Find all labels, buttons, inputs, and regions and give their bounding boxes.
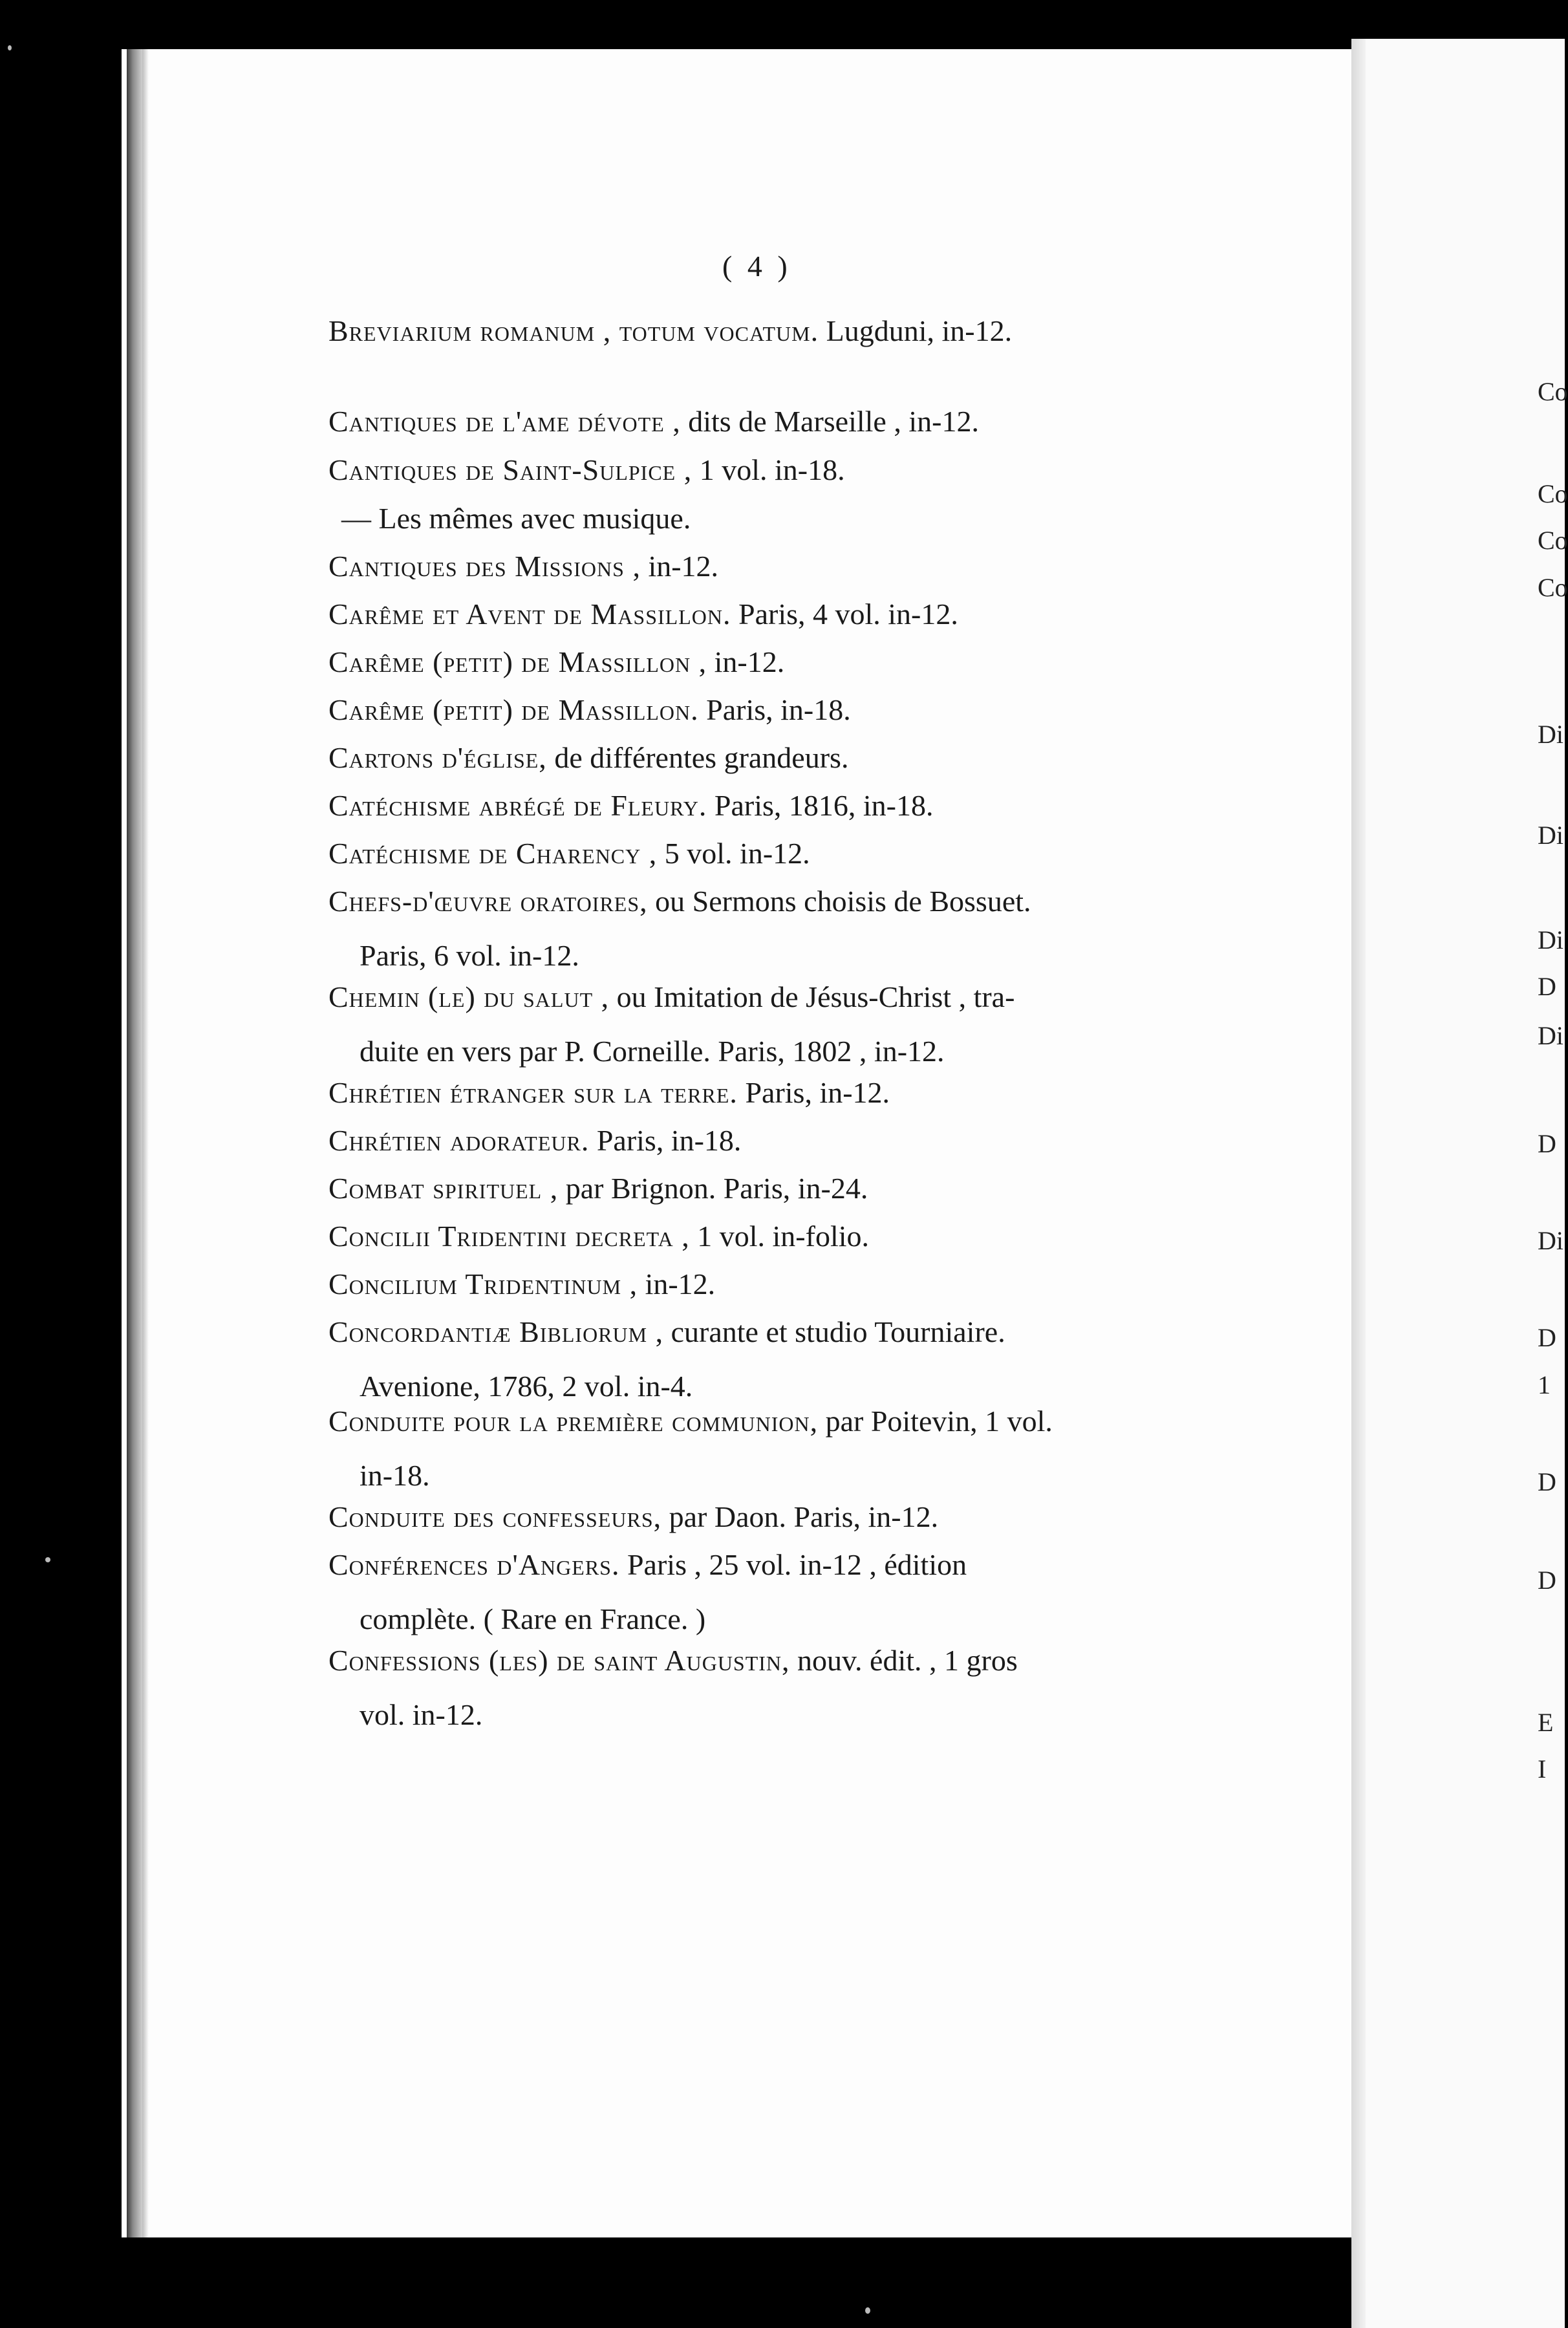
catalog-entry <box>328 635 1195 689</box>
entry-details: 5 vol. in-12. <box>657 837 810 870</box>
entry-continuation: Paris, 6 vol. in-12. <box>360 939 579 972</box>
right-page-fragment: Co <box>1538 573 1568 602</box>
entry-details: dits de Marseille , in-12. <box>680 405 979 438</box>
entry-continuation: Avenione, 1786, 2 vol. in-4. <box>360 1370 693 1403</box>
catalog-entry <box>328 779 1195 833</box>
entry-title: Combat spirituel , <box>328 1172 559 1205</box>
entry-details: de différentes grandeurs. <box>546 741 849 774</box>
entry-details: Paris , 25 vol. in-12 , édition <box>619 1548 967 1581</box>
entry-details: Paris, 4 vol. in-12. <box>731 598 958 630</box>
entry-title: Catéchisme abrégé de Fleury. <box>328 789 707 822</box>
page-number: ( 4 ) <box>722 250 791 283</box>
catalog-entry <box>328 731 1195 785</box>
entry-details: curante et studio Tourniaire. <box>663 1315 1005 1348</box>
entry-title: Cartons d'église, <box>328 741 547 774</box>
catalog-entry <box>328 1161 1195 1216</box>
entry-continuation: duite en vers par P. Corneille. Paris, 1802 , in-12. <box>360 1035 945 1068</box>
entry-continuation: vol. in-12. <box>360 1698 483 1731</box>
entry-title: Chrétien adorateur. <box>328 1124 590 1157</box>
catalog-entry <box>328 1114 1195 1168</box>
entry-title: Carême (petit) de Massillon. <box>328 693 699 726</box>
catalog-entry <box>328 394 1195 449</box>
entry-details: par Poitevin, 1 vol. <box>818 1405 1053 1438</box>
entry-title: Chemin (le) du salut , <box>328 980 610 1013</box>
right-page-fragment: Di <box>1538 1021 1563 1050</box>
right-page-fragment: Di <box>1538 925 1563 954</box>
scan-speck <box>45 1557 50 1562</box>
entry-details: Paris, in-12. <box>737 1076 890 1109</box>
catalog-entry <box>328 539 1195 594</box>
right-page-fragment: Co <box>1538 377 1568 406</box>
scan-speck <box>865 2307 870 2314</box>
right-page-fragment: Di <box>1538 821 1563 850</box>
entry-details: Paris, in-18. <box>589 1124 742 1157</box>
entry-title: Cantiques de l'ame dévote , <box>328 405 681 438</box>
right-page-fragment: D <box>1538 1566 1556 1595</box>
right-page-fragment: 1 <box>1538 1370 1551 1399</box>
catalog-entry <box>328 1394 1195 1503</box>
catalog-entry <box>328 1257 1195 1311</box>
entry-title: Concilii Tridentini decreta , <box>328 1220 690 1253</box>
entry-title: Conduite pour la première communion, <box>328 1405 819 1438</box>
catalog-entry <box>328 587 1195 641</box>
catalog-entry <box>328 874 1195 983</box>
entry-details: ou Imitation de Jésus-Christ , tra- <box>609 980 1015 1013</box>
entry-continuation: complète. ( Rare en France. ) <box>360 1602 706 1635</box>
right-page-fragment: D <box>1538 1323 1556 1352</box>
catalog-entry <box>328 304 1195 358</box>
entry-details: in-12. <box>707 645 785 678</box>
right-page-fragment: Co <box>1538 526 1568 555</box>
entry-title: Conférences d'Angers. <box>328 1548 620 1581</box>
entry-title: Conduite des confesseurs, <box>328 1500 662 1533</box>
entry-title: Concordantiæ Bibliorum , <box>328 1315 664 1348</box>
entry-continuation: in-18. <box>360 1459 430 1492</box>
entry-details: ou Sermons choisis de Bossuet. <box>647 885 1031 918</box>
catalog-entry <box>328 1538 1195 1646</box>
right-page-fragment: Co <box>1538 479 1568 508</box>
catalog-entry <box>328 443 1195 497</box>
entry-details: Paris, 1816, in-18. <box>707 789 934 822</box>
right-page-fragment: D <box>1538 1467 1556 1496</box>
entry-title: Chrétien étranger sur la terre. <box>328 1076 738 1109</box>
entry-title: Chefs-d'œuvre oratoires, <box>328 885 648 918</box>
catalog-entry <box>328 683 1195 737</box>
right-page-fragment: D <box>1538 972 1556 1001</box>
catalog-entry-variant: — Les mêmes avec musique. <box>341 502 691 535</box>
right-page-fragment: E <box>1538 1708 1554 1737</box>
entry-title: Cantiques de Saint-Sulpice , <box>328 453 693 486</box>
entry-title: Catéchisme de Charency , <box>328 837 658 870</box>
right-page-fragment: Di <box>1538 720 1563 749</box>
entry-details: Lugduni, in-12. <box>819 314 1013 347</box>
entry-title: Breviarium romanum , totum vocatum. <box>328 314 819 347</box>
entry-details: nouv. édit. , 1 gros <box>789 1644 1018 1677</box>
catalog-entry <box>328 1633 1195 1742</box>
entry-title: Confessions (les) de saint Augustin, <box>328 1644 790 1677</box>
right-page-fragment: I <box>1538 1754 1547 1784</box>
catalog-entry <box>328 970 1195 1079</box>
catalog-entry <box>328 826 1195 881</box>
scan-speck <box>8 45 12 50</box>
catalog-entry <box>328 1209 1195 1264</box>
right-page-fragment: D <box>1538 1129 1556 1158</box>
entry-title: Carême (petit) de Massillon , <box>328 645 707 678</box>
entry-details: in-12. <box>640 550 719 583</box>
entry-details: par Daon. Paris, in-12. <box>661 1500 939 1533</box>
catalog-entry <box>328 1066 1195 1120</box>
entry-details: par Brignon. Paris, in-24. <box>558 1172 868 1205</box>
entry-title: Cantiques des Missions , <box>328 550 641 583</box>
entry-details: Paris, in-18. <box>698 693 851 726</box>
entry-details: 1 vol. in-folio. <box>689 1220 870 1253</box>
entry-title: Concilium Tridentinum , <box>328 1267 638 1300</box>
right-page-fragment: Di <box>1538 1226 1563 1255</box>
entry-details: in-12. <box>638 1267 716 1300</box>
catalog-entry <box>328 1490 1195 1544</box>
entry-details: 1 vol. in-18. <box>692 453 845 486</box>
entry-title: Carême et Avent de Massillon. <box>328 598 731 630</box>
